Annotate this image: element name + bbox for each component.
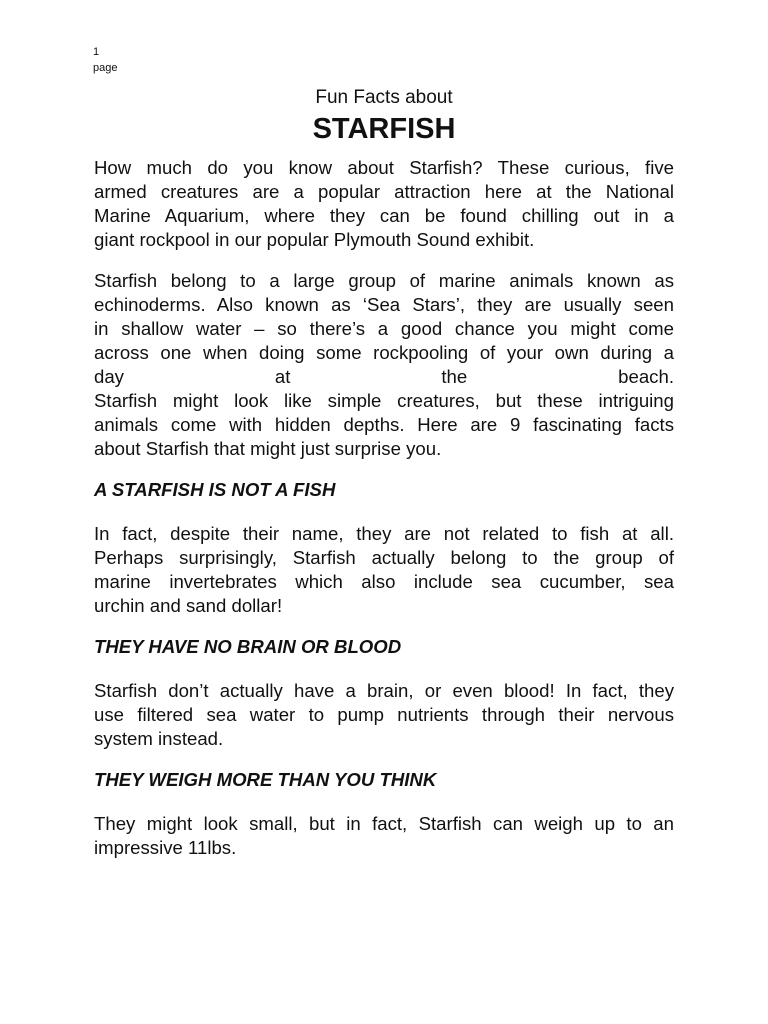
text-line: giant rockpool in our popular Plymouth Sound exhibit. [94,229,535,250]
title-block [0,86,768,146]
text-line: They might look small, but in fact, Starfish can weigh up to an [94,813,674,834]
text-line: Perhaps surprisingly, Starfish actually belong to the group of [94,547,674,568]
text-line: use filtered sea water to pump nutrients through their nervous [94,704,674,725]
section-heading-weight: THEY WEIGH MORE THAN YOU THINK [94,769,437,790]
text-line: urchin and sand dollar! [94,595,283,616]
document-title: STARFISH [312,113,456,145]
intro-paragraph-1 [94,156,674,252]
page-number [93,44,117,76]
intro-paragraph-2 [94,269,674,461]
text-line: armed creatures are a popular attraction here at the National [94,181,674,202]
section-heading-no-brain: THEY HAVE NO BRAIN OR BLOOD [94,636,402,657]
text-line: about Starfish that might just surprise you. [94,438,442,459]
text-line: across one when doing some rockpooling of your own during a [94,342,674,363]
text-line: In fact, despite their name, they are not related to fish at all. [94,523,674,544]
text-line: echinoderms. Also known as ‘Sea Stars’, they are usually seen [94,294,674,315]
text-line: day at the beach. [94,366,674,387]
text-line: Marine Aquarium, where they can be found chilling out in a [94,205,674,226]
text-line: system instead. [94,728,224,749]
text-line: Starfish might look like simple creatures, but these intriguing [94,390,674,411]
text-line: marine invertebrates which also include sea cucumber, sea [94,571,674,592]
text-line: How much do you know about Starfish? These curious, five [94,157,674,178]
text-line: in shallow water – so there’s a good chance you might come [94,318,674,339]
page-number-value: 1 [93,46,100,58]
section-paragraph-no-brain [94,679,674,751]
text-line: animals come with hidden depths. Here are 9 fascinating facts [94,414,674,435]
section-paragraph-weight [94,812,674,860]
section-heading-not-a-fish: A STARFISH IS NOT A FISH [94,479,336,500]
text-line: Starfish belong to a large group of marine animals known as [94,270,674,291]
section-paragraph-not-a-fish [94,522,674,618]
text-line: impressive 11lbs. [94,837,237,858]
text-line: Starfish don’t actually have a brain, or even blood! In fact, they [94,680,674,701]
page-number-label: page [93,62,118,74]
document-body [94,156,674,877]
document-subtitle: Fun Facts about [315,87,453,108]
